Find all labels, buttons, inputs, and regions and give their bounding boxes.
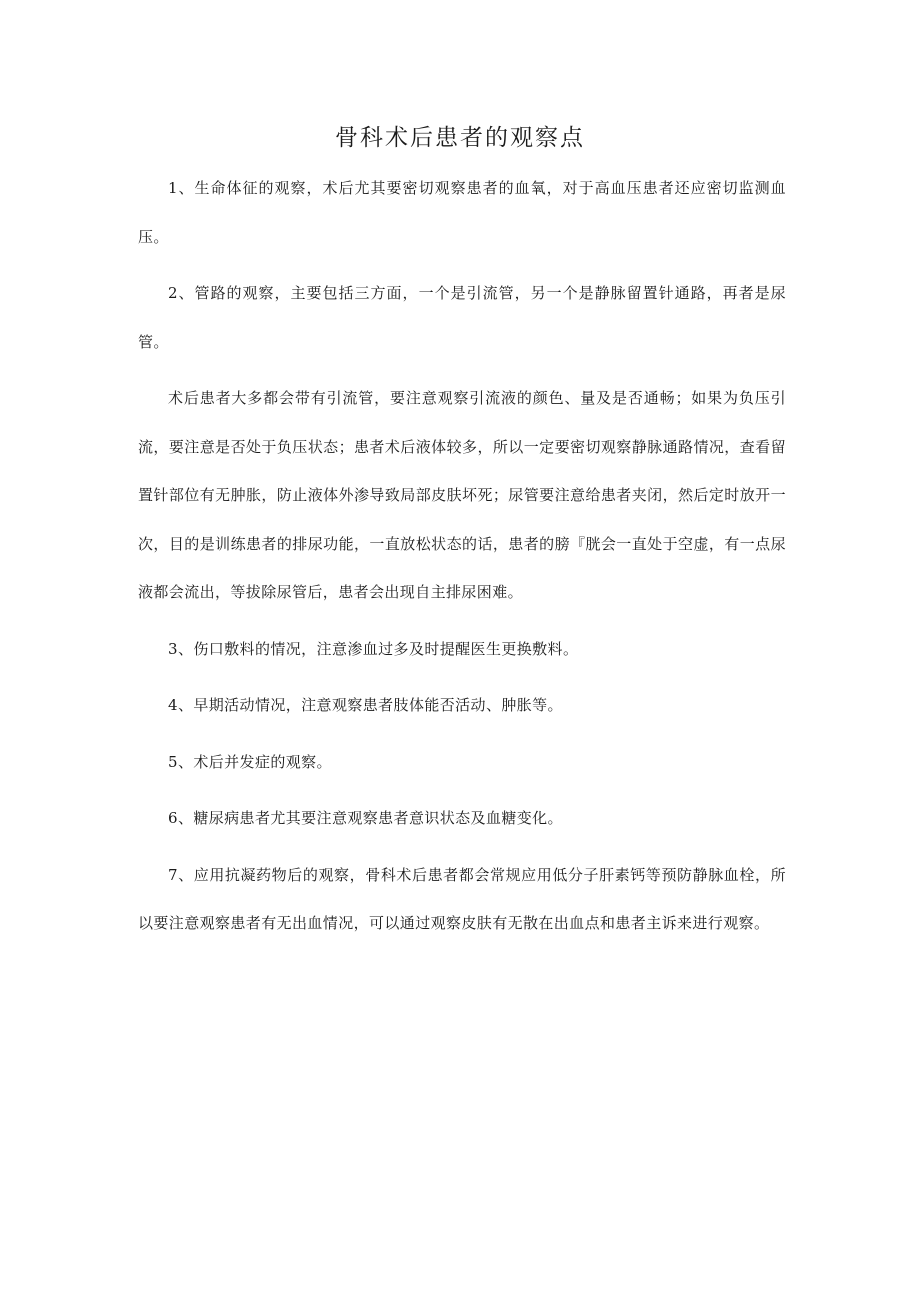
- paragraph-tubes: 2、管路的观察，主要包括三方面，一个是引流管，另一个是静脉留置针通路，再者是尿管。: [138, 284, 786, 351]
- paragraph-early-activity: 4、早期活动情况，注意观察患者肢体能否活动、肿胀等。: [168, 696, 563, 714]
- paragraph-complications: 5、术后并发症的观察。: [168, 752, 332, 771]
- document-body: [138, 164, 786, 956]
- paragraph-tube-details: 术后患者大多都会带有引流管，要注意观察引流液的颜色、量及是否通畅；如果为负压引流，要注意是否处于负压状态；患者术后液体较多，所以一定要密切观察静脉通路情况，查看留置针部位有无肿胀，防止液体外渗导致局部皮肤坏死；尿管要注意给患者夹闭，然后定时放开一次，目的是训练患者的排尿功能，一直放松状态的话，患者的膀『胱会一直处于空虚，有一点尿液都会流出，等拔除尿管后，患者会出现自主排尿困难。: [138, 389, 786, 601]
- paragraph-vital-signs: 1、生命体征的观察，术后尤其要密切观察患者的血氧，对于高血压患者还应密切监测血压。: [138, 179, 786, 246]
- paragraph-diabetes: 6、糖尿病患者尤其要注意观察患者意识状态及血糖变化。: [168, 809, 563, 827]
- paragraph-anticoagulant: 7、应用抗凝药物后的观察，骨科术后患者都会常规应用低分子肝素钙等预防静脉血栓，所以要注意观察患者有无出血情况，可以通过观察皮肤有无散在出血点和患者主诉来进行观察。: [138, 865, 786, 932]
- paragraph-wound-dressing: 3、伤口敷料的情况，注意渗血过多及时提醒医生更换敷料。: [168, 639, 579, 658]
- document-title: 骨科术后患者的观察点: [335, 125, 585, 151]
